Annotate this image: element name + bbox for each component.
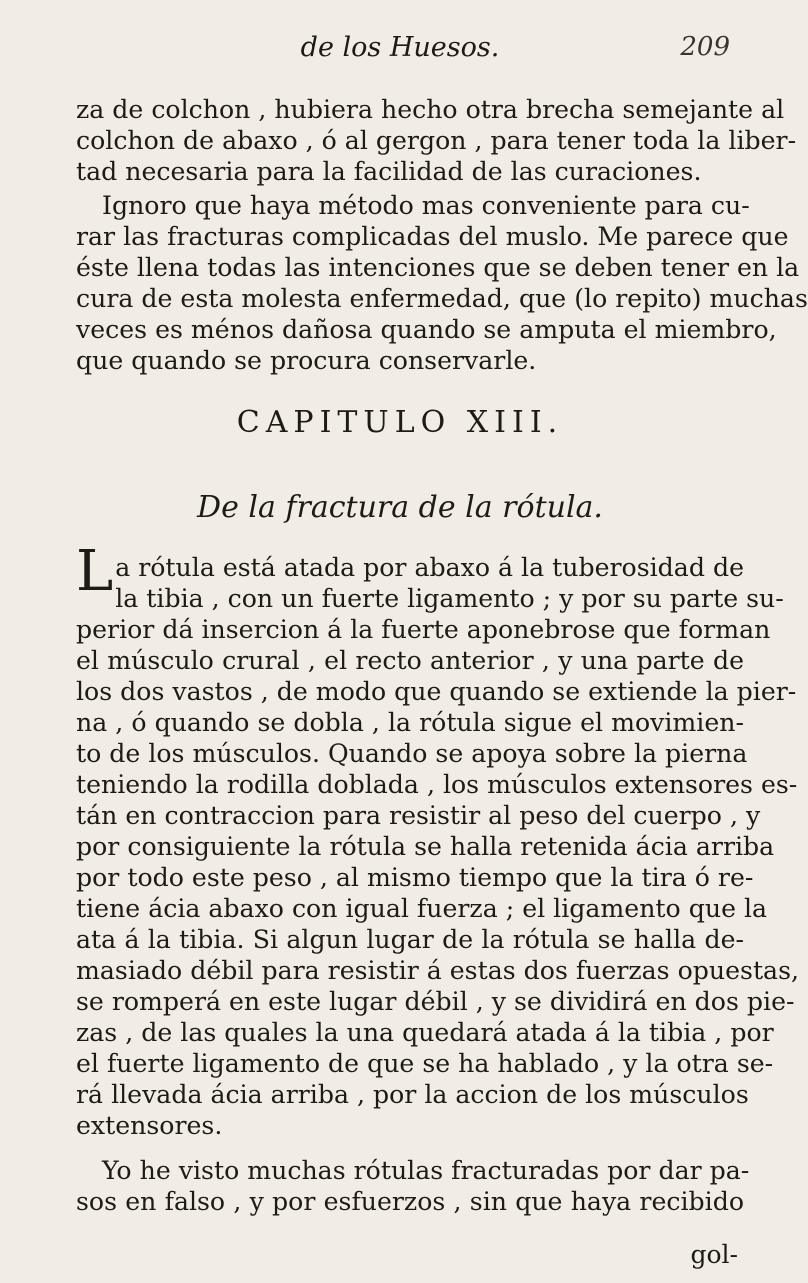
text-line: veces es ménos dañosa quando se amputa el miembro, — [76, 315, 777, 344]
text-line: éste llena todas las intenciones que se deben tener en la — [76, 253, 800, 282]
text-line: se romperá en este lugar débil , y se dividirá en dos pie- — [76, 987, 795, 1016]
text-line: za de colchon , hubiera hecho otra brecha semejante al — [76, 95, 785, 124]
catchword: gol- — [690, 1240, 738, 1269]
running-head — [0, 30, 800, 70]
drop-cap: L — [76, 539, 114, 604]
text-line: por consiguiente la rótula se halla retenida ácia arriba — [76, 832, 775, 861]
text-line: el músculo crural , el recto anterior , y una parte de — [76, 646, 744, 675]
first-line-text: a rótula está atada por abaxo á la tuberosidad de — [115, 553, 744, 582]
text-line: Ignoro que haya método mas conveniente para cu- — [102, 191, 750, 220]
page-number: 209 — [680, 32, 730, 62]
text-line: por todo este peso , al mismo tiempo que la tira ó re- — [76, 863, 754, 892]
text-line: que quando se procura conservarle. — [76, 346, 537, 375]
running-title: de los Huesos. — [300, 32, 500, 63]
text-line: extensores. — [76, 1111, 223, 1140]
paragraph-observation — [76, 1155, 750, 1217]
text-line: la tibia , con un fuerte ligamento ; y por su parte su- — [115, 584, 784, 613]
text-line: Yo he visto muchas rótulas fracturadas por dar pa- — [102, 1156, 750, 1185]
text-line: tán en contraccion para resistir al peso del cuerpo , y — [76, 801, 761, 830]
text-line: sos en falso , y por esfuerzos , sin que haya recibido — [76, 1187, 744, 1216]
paragraph-method — [76, 190, 808, 376]
text-line: to de los músculos. Quando se apoya sobre la pierna — [76, 739, 748, 768]
section-title: De la fractura de la rótula. — [197, 490, 603, 525]
text-line: rar las fracturas complicadas del muslo. Me parece que — [76, 222, 789, 251]
text-line: tiene ácia abaxo con igual fuerza ; el ligamento que la — [76, 894, 768, 923]
text-line: tad necesaria para la facilidad de las curaciones. — [76, 157, 702, 186]
text-line: na , ó quando se dobla , la rótula sigue el movimien- — [76, 708, 744, 737]
chapter-title: CAPITULO XIII. — [236, 405, 564, 440]
text-line: teniendo la rodilla doblada , los músculos extensores es- — [76, 770, 798, 799]
text-line: masiado débil para resistir á estas dos fuerzas opuestas, — [76, 956, 800, 985]
text-line: cura de esta molesta enfermedad, que (lo repito) muchas — [76, 284, 808, 313]
paragraph-rotula — [76, 539, 800, 1141]
text-line: perior dá insercion á la fuerte aponebrose que forman — [76, 615, 771, 644]
text-line: zas , de las quales la una quedará atada á la tibia , por — [76, 1018, 774, 1047]
text-line: rá llevada ácia arriba , por la accion de los músculos — [76, 1080, 749, 1109]
text-line: el fuerte ligamento de que se ha hablado , y la otra se- — [76, 1049, 774, 1078]
text-line: los dos vastos , de modo que quando se extiende la pier- — [76, 677, 797, 706]
text-line: colchon de abaxo , ó al gergon , para tener toda la liber- — [76, 126, 797, 155]
paragraph-continuation — [76, 94, 797, 187]
text-line: ata á la tibia. Si algun lugar de la rótula se halla de- — [76, 925, 744, 954]
